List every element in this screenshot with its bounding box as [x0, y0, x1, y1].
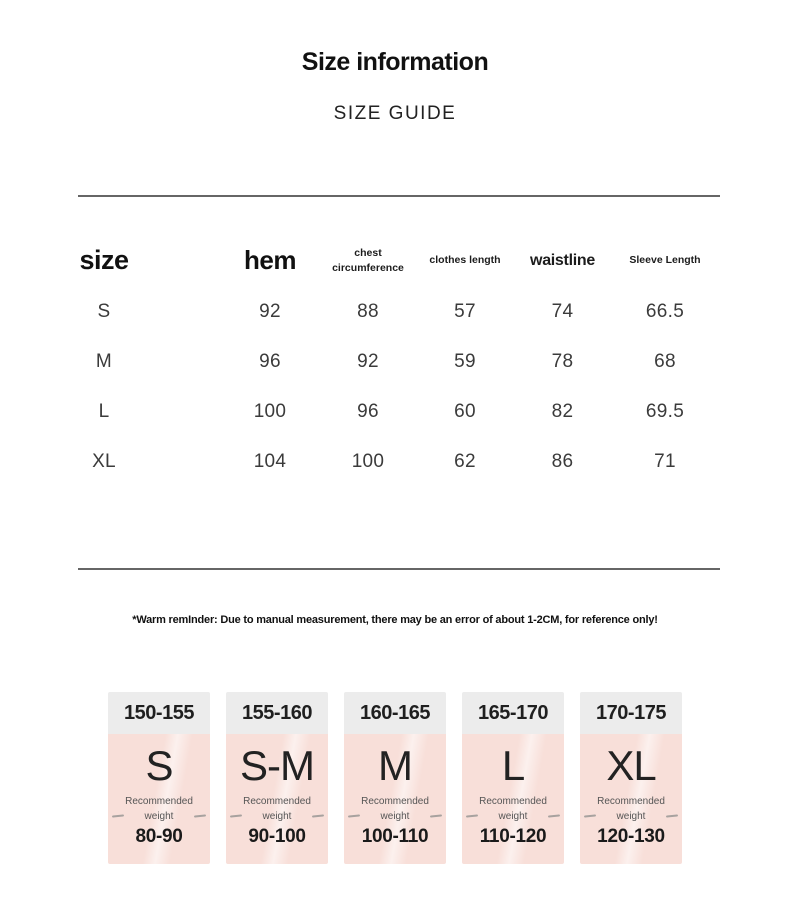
- cell-waistline: 82: [551, 401, 574, 422]
- recommended-weight-label: Recommended weight: [243, 796, 311, 822]
- weight-range: 110-120: [479, 826, 547, 847]
- size-card-m: [344, 692, 446, 864]
- height-range: 155-160: [226, 692, 328, 734]
- cell-chest-circumference: 96: [357, 401, 379, 422]
- column-header-hem: hem: [244, 245, 296, 275]
- card-size-label: S-M: [240, 742, 314, 789]
- size-card-body: [462, 734, 564, 864]
- cell-clothes-length: 62: [454, 451, 476, 472]
- cell-waistline: 86: [551, 451, 574, 472]
- row-size-label: S: [97, 301, 111, 322]
- cell-clothes-length: 60: [454, 401, 476, 422]
- row-size-label: L: [98, 401, 110, 422]
- cell-hem: 104: [253, 451, 287, 472]
- cell-hem: 100: [253, 401, 287, 422]
- recommended-weight-label: Recommended weight: [361, 796, 429, 822]
- divider-bottom: [78, 568, 720, 570]
- cell-chest-circumference: 100: [351, 451, 385, 472]
- recommended-weight-row: [580, 794, 682, 824]
- dash-right-icon: [312, 814, 324, 817]
- size-card-s: [108, 692, 210, 864]
- column-header-clothes-length: clothes length: [429, 254, 501, 266]
- table-row-m: [0, 337, 790, 387]
- cell-hem: 92: [259, 301, 281, 322]
- column-header-waistline: waistline: [530, 251, 595, 269]
- size-table: [0, 234, 790, 487]
- card-size-label: XL: [606, 742, 656, 789]
- column-header-chest-circumference: chest circumference: [332, 246, 404, 274]
- size-card-l: [462, 692, 564, 864]
- weight-range: 120-130: [597, 826, 665, 847]
- table-row-xl: [0, 437, 790, 487]
- dash-right-icon: [194, 814, 206, 817]
- card-size-label: L: [501, 742, 525, 789]
- cell-chest-circumference: 88: [357, 301, 379, 322]
- cell-clothes-length: 59: [454, 351, 476, 372]
- cell-waistline: 78: [551, 351, 574, 372]
- recommended-weight-row: [462, 794, 564, 824]
- recommended-weight-row: [226, 794, 328, 824]
- size-card-body: [226, 734, 328, 864]
- table-row-l: [0, 387, 790, 437]
- row-size-label: M: [95, 351, 113, 372]
- weight-range: 80-90: [135, 826, 183, 847]
- weight-range: 90-100: [248, 826, 306, 847]
- table-row-s: [0, 287, 790, 337]
- size-card-body: [580, 734, 682, 864]
- cell-sleeve-length: 66.5: [645, 301, 685, 322]
- dash-right-icon: [666, 814, 678, 817]
- cell-hem: 96: [259, 351, 281, 372]
- recommended-weight-row: [344, 794, 446, 824]
- height-range: 170-175: [580, 692, 682, 734]
- page-title: Size information: [301, 48, 489, 76]
- cell-sleeve-length: 71: [654, 451, 676, 472]
- size-recommendation-cards: [0, 692, 790, 864]
- card-size-label: S: [145, 742, 173, 789]
- size-card-body: [108, 734, 210, 864]
- height-range: 160-165: [344, 692, 446, 734]
- divider-top: [78, 195, 720, 197]
- dash-right-icon: [548, 814, 560, 817]
- recommended-weight-label: Recommended weight: [479, 796, 547, 822]
- size-table-header-row: [0, 234, 790, 287]
- size-card-s-m: [226, 692, 328, 864]
- cell-chest-circumference: 92: [357, 351, 379, 372]
- size-card-body: [344, 734, 446, 864]
- cell-sleeve-length: 68: [654, 351, 676, 372]
- cell-waistline: 74: [551, 301, 574, 322]
- cell-sleeve-length: 69.5: [645, 401, 685, 422]
- size-guide-subtitle: SIZE GUIDE: [333, 103, 457, 124]
- weight-range: 100-110: [361, 826, 429, 847]
- recommended-weight-row: [108, 794, 210, 824]
- recommended-weight-label: Recommended weight: [125, 796, 193, 822]
- row-size-label: XL: [92, 451, 116, 472]
- size-card-xl: [580, 692, 682, 864]
- height-range: 165-170: [462, 692, 564, 734]
- recommended-weight-label: Recommended weight: [597, 796, 665, 822]
- column-header-sleeve-length: Sleeve Length: [629, 254, 701, 266]
- dash-right-icon: [430, 814, 442, 817]
- height-range: 150-155: [108, 692, 210, 734]
- warm-reminder: *Warm remInder: Due to manual measurement, there may be an error of about 1-2CM, for reference only!: [132, 614, 658, 626]
- column-header-size: size: [79, 245, 129, 275]
- cell-clothes-length: 57: [454, 301, 476, 322]
- card-size-label: M: [378, 742, 412, 789]
